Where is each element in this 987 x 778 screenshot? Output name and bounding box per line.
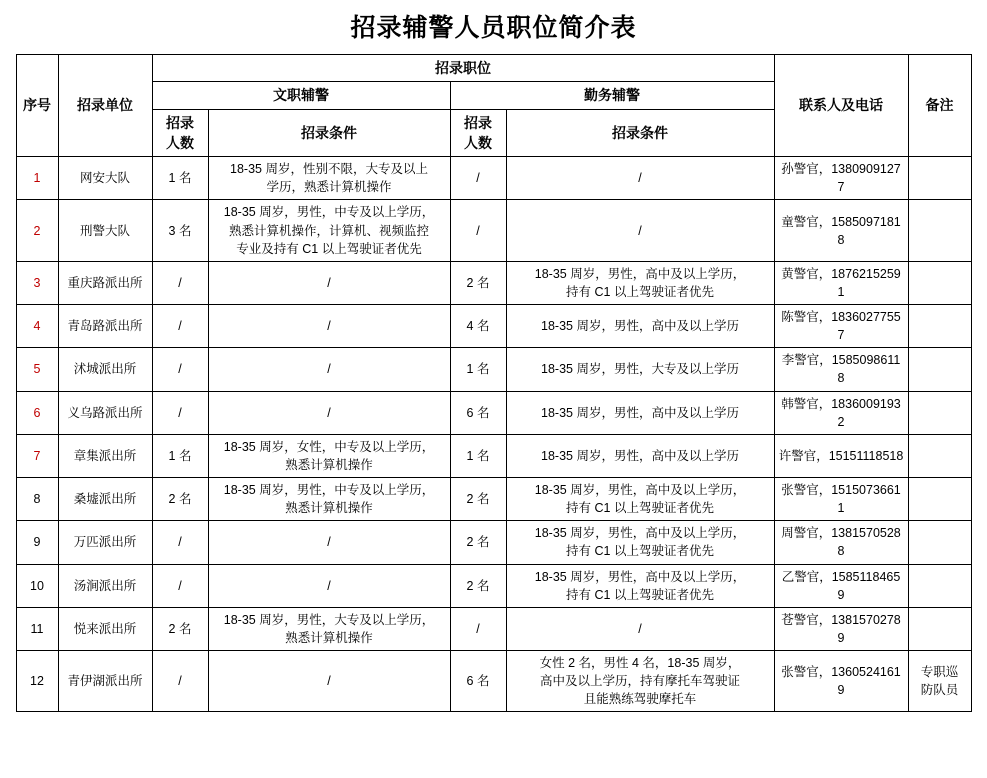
cell-line: 18-35 周岁，男性，高中及以上学历， <box>534 569 746 584</box>
cell-duty-count: 6 名 <box>450 391 506 434</box>
cell-contact: 周警官，13815705288 <box>774 521 908 564</box>
cell-civilian-count: / <box>152 564 208 607</box>
header-position-group: 招录职位 <box>152 55 774 82</box>
header-duty-count <box>450 109 506 157</box>
cell-line: 熟悉计算机操作 <box>285 501 373 516</box>
cell-duty-count: / <box>450 607 506 650</box>
cell-civilian-count: / <box>152 391 208 434</box>
cell-line: / <box>327 674 331 689</box>
cell-civilian-count: 1 名 <box>152 434 208 477</box>
cell-civilian-count: 2 名 <box>152 478 208 521</box>
header-row-1 <box>16 55 971 82</box>
cell-civilian-count: / <box>152 305 208 348</box>
cell-line: 18-35 周岁，男性，中专及以上学历， <box>223 483 435 498</box>
recruitment-table <box>16 54 972 712</box>
cell-line: 持有 C1 以上驾驶证者优先 <box>566 587 714 602</box>
cell-civilian-condition <box>208 157 450 200</box>
cell-line: 熟悉计算机操作 <box>285 630 373 645</box>
cell-seq: 12 <box>16 651 58 712</box>
cell-line: 18-35 周岁，男性，大专及以上学历 <box>541 362 739 377</box>
header-seq: 序号 <box>16 55 58 157</box>
cell-unit: 章集派出所 <box>58 434 152 477</box>
cell-civilian-condition <box>208 607 450 650</box>
cell-contact: 童警官，15850971818 <box>774 200 908 261</box>
table-row <box>16 607 971 650</box>
cell-civilian-count: 3 名 <box>152 200 208 261</box>
cell-remark <box>908 564 971 607</box>
cell-line: / <box>638 171 642 186</box>
cell-seq: 11 <box>16 607 58 650</box>
header-civilian-group: 文职辅警 <box>152 82 450 109</box>
cell-duty-count: 2 名 <box>450 521 506 564</box>
header-duty-group: 勤务辅警 <box>450 82 774 109</box>
cell-line: 18-35 周岁，女性，中专及以上学历， <box>223 439 435 454</box>
cell-unit: 义乌路派出所 <box>58 391 152 434</box>
cell-remark <box>908 305 971 348</box>
cell-remark <box>908 200 971 261</box>
cell-unit: 刑警大队 <box>58 200 152 261</box>
cell-duty-count: / <box>450 200 506 261</box>
cell-remark <box>908 391 971 434</box>
cell-duty-condition <box>506 651 774 712</box>
header-duty-count-line2: 人数 <box>464 134 492 151</box>
page-title: 招录辅警人员职位简介表 <box>350 15 637 42</box>
cell-line: / <box>327 535 331 550</box>
table-header <box>16 55 971 157</box>
cell-line: / <box>327 319 331 334</box>
cell-unit: 汤涧派出所 <box>58 564 152 607</box>
header-civilian-count <box>152 109 208 157</box>
cell-contact: 陈警官，18360277557 <box>774 305 908 348</box>
header-civilian-count-line2: 人数 <box>166 134 194 151</box>
cell-civilian-count: / <box>152 261 208 304</box>
cell-civilian-condition <box>208 348 450 391</box>
cell-line: 18-35 周岁，男性，高中及以上学历， <box>534 266 746 281</box>
cell-contact: 乙警官，15851184659 <box>774 564 908 607</box>
cell-remark <box>908 651 971 712</box>
cell-line: 持有 C1 以上驾驶证者优先 <box>566 544 714 559</box>
table-row <box>16 200 971 261</box>
cell-remark <box>908 607 971 650</box>
cell-unit: 青伊湖派出所 <box>58 651 152 712</box>
cell-remark <box>908 157 971 200</box>
cell-unit: 桑墟派出所 <box>58 478 152 521</box>
cell-contact: 黄警官，18762152591 <box>774 261 908 304</box>
cell-seq: 2 <box>16 200 58 261</box>
table-row <box>16 434 971 477</box>
cell-unit: 万匹派出所 <box>58 521 152 564</box>
cell-duty-condition <box>506 305 774 348</box>
cell-civilian-condition <box>208 305 450 348</box>
cell-unit: 网安大队 <box>58 157 152 200</box>
cell-duty-count: 2 名 <box>450 564 506 607</box>
cell-duty-count: / <box>450 157 506 200</box>
cell-remark <box>908 478 971 521</box>
header-duty-condition: 招录条件 <box>506 109 774 157</box>
cell-civilian-condition <box>208 651 450 712</box>
cell-duty-condition <box>506 157 774 200</box>
cell-unit: 重庆路派出所 <box>58 261 152 304</box>
cell-contact: 李警官，15850986118 <box>774 348 908 391</box>
cell-duty-condition <box>506 200 774 261</box>
cell-line: 18-35 周岁，男性，高中及以上学历， <box>534 483 746 498</box>
cell-contact: 苍警官，13815702789 <box>774 607 908 650</box>
cell-line: 18-35 周岁，男性，中专及以上学历， <box>223 205 435 220</box>
table-row <box>16 348 971 391</box>
cell-seq: 4 <box>16 305 58 348</box>
cell-unit: 沭城派出所 <box>58 348 152 391</box>
cell-line: 且能熟练驾驶摩托车 <box>583 692 697 707</box>
cell-civilian-count: 1 名 <box>152 157 208 200</box>
table-row <box>16 478 971 521</box>
cell-line: 18-35 周岁，男性，高中及以上学历 <box>541 448 739 463</box>
cell-civilian-condition <box>208 261 450 304</box>
table-row <box>16 157 971 200</box>
table-row <box>16 651 971 712</box>
table-row <box>16 521 971 564</box>
cell-duty-condition <box>506 391 774 434</box>
cell-unit: 青岛路派出所 <box>58 305 152 348</box>
cell-contact: 孙警官，13809091277 <box>774 157 908 200</box>
cell-duty-count: 2 名 <box>450 478 506 521</box>
cell-line: 学历，熟悉计算机操作 <box>266 180 392 195</box>
cell-line: 18-35 周岁，男性，大专及以上学历， <box>223 612 435 627</box>
cell-remark <box>908 261 971 304</box>
header-remark: 备注 <box>908 55 971 157</box>
cell-duty-condition <box>506 607 774 650</box>
cell-civilian-condition <box>208 564 450 607</box>
cell-duty-count: 6 名 <box>450 651 506 712</box>
cell-line: / <box>638 621 642 636</box>
cell-line: 熟悉计算机操作 <box>285 457 373 472</box>
cell-contact: 张警官，15150736611 <box>774 478 908 521</box>
cell-line: 18-35 周岁，男性，高中及以上学历， <box>534 526 746 541</box>
cell-civilian-condition <box>208 200 450 261</box>
cell-seq: 7 <box>16 434 58 477</box>
cell-line: 高中及以上学历，持有摩托车驾驶证 <box>539 674 740 689</box>
cell-civilian-condition <box>208 434 450 477</box>
cell-remark <box>908 434 971 477</box>
cell-duty-count: 4 名 <box>450 305 506 348</box>
cell-seq: 9 <box>16 521 58 564</box>
cell-line: / <box>327 405 331 420</box>
cell-line: / <box>327 362 331 377</box>
cell-seq: 6 <box>16 391 58 434</box>
header-contact: 联系人及电话 <box>774 55 908 157</box>
table-body <box>16 157 971 712</box>
cell-duty-condition <box>506 564 774 607</box>
cell-civilian-count: / <box>152 651 208 712</box>
cell-civilian-count: 2 名 <box>152 607 208 650</box>
cell-duty-count: 1 名 <box>450 348 506 391</box>
cell-line: / <box>638 223 642 238</box>
cell-line: / <box>327 578 331 593</box>
cell-duty-condition <box>506 261 774 304</box>
table-row <box>16 261 971 304</box>
cell-civilian-condition <box>208 478 450 521</box>
cell-line: 18-35 周岁，性别不限，大专及以上 <box>230 162 428 177</box>
cell-line: / <box>327 275 331 290</box>
cell-line: 专业及持有 C1 以上驾驶证者优先 <box>236 241 422 256</box>
cell-line: 持有 C1 以上驾驶证者优先 <box>566 501 714 516</box>
table-row <box>16 305 971 348</box>
cell-seq: 3 <box>16 261 58 304</box>
cell-line: 女性 2 名，男性 4 名，18-35 周岁， <box>539 656 741 671</box>
header-civilian-count-line1: 招录 <box>166 114 194 131</box>
cell-remark <box>908 521 971 564</box>
cell-duty-condition <box>506 478 774 521</box>
cell-contact: 许警官，15151118518 <box>774 434 908 477</box>
cell-civilian-condition <box>208 521 450 564</box>
cell-duty-condition <box>506 521 774 564</box>
table-row <box>16 391 971 434</box>
cell-line: 熟悉计算机操作，计算机、视频监控 <box>228 223 429 238</box>
cell-seq: 1 <box>16 157 58 200</box>
cell-duty-condition <box>506 348 774 391</box>
header-duty-count-line1: 招录 <box>464 114 492 131</box>
cell-unit: 悦来派出所 <box>58 607 152 650</box>
header-civilian-condition: 招录条件 <box>208 109 450 157</box>
cell-contact: 张警官，13605241619 <box>774 651 908 712</box>
cell-duty-count: 1 名 <box>450 434 506 477</box>
cell-civilian-count: / <box>152 521 208 564</box>
header-unit: 招录单位 <box>58 55 152 157</box>
cell-seq: 10 <box>16 564 58 607</box>
cell-line: 专职巡 <box>920 665 959 680</box>
cell-seq: 5 <box>16 348 58 391</box>
cell-remark <box>908 348 971 391</box>
cell-line: 18-35 周岁，男性，高中及以上学历 <box>541 405 739 420</box>
cell-civilian-condition <box>208 391 450 434</box>
cell-seq: 8 <box>16 478 58 521</box>
cell-civilian-count: / <box>152 348 208 391</box>
cell-contact: 韩警官，18360091932 <box>774 391 908 434</box>
cell-line: 持有 C1 以上驾驶证者优先 <box>566 284 714 299</box>
cell-line: 防队员 <box>920 683 959 698</box>
cell-line: 18-35 周岁，男性，高中及以上学历 <box>541 319 739 334</box>
cell-duty-count: 2 名 <box>450 261 506 304</box>
table-row <box>16 564 971 607</box>
cell-duty-condition <box>506 434 774 477</box>
